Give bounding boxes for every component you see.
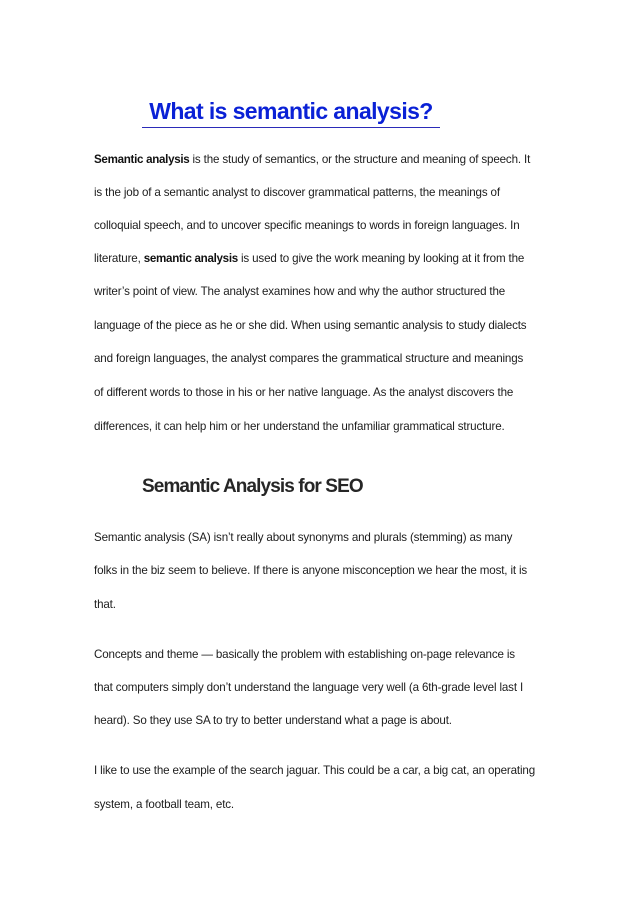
para2-line-2: folks in the biz seem to believe. If there is anyone misconception we hear the most, it is: [94, 564, 528, 577]
text-run: literature,: [94, 252, 144, 265]
para4-line-2: system, a football team, etc.: [94, 798, 234, 811]
para4-line-1: I like to use the example of the search jaguar. This could be a car, a big cat, an operating: [94, 764, 535, 777]
bold-term: semantic analysis: [143, 252, 238, 265]
text-run: is used to give the work meaning by looking at it from the: [237, 252, 525, 265]
para1-line-3: colloquial speech, and to uncover specific meanings to words in foreign languages. In: [94, 219, 520, 232]
heading-what-is-semantic-analysis: What is semantic analysis?: [142, 96, 440, 128]
para1-line-9: differences, it can help him or her understand the unfamiliar grammatical structure.: [94, 420, 505, 433]
para1-line-7: and foreign languages, the analyst compares the grammatical structure and meanings: [94, 352, 524, 365]
para1-line-5: writer’s point of view. The analyst examines how and why the author structured the: [94, 285, 506, 298]
para1-line-6: language of the piece as he or she did. When using semantic analysis to study dialects: [94, 319, 527, 332]
para1-line-1: [94, 152, 530, 168]
para3-line-1: Concepts and theme — basically the problem with establishing on-page relevance is: [94, 648, 515, 661]
para3-line-2: that computers simply don’t understand the language very well (a 6th-grade level last I: [94, 681, 524, 694]
heading-semantic-analysis-for-seo: Semantic Analysis for SEO: [142, 476, 363, 497]
text-run: is the study of semantics, or the structure and meaning of speech. It: [189, 153, 531, 166]
para1-line-2: is the job of a semantic analyst to discover grammatical patterns, the meanings of: [94, 186, 500, 199]
para3-line-3: heard). So they use SA to try to better understand what a page is about.: [94, 714, 452, 727]
para2-line-1: Semantic analysis (SA) isn’t really about synonyms and plurals (stemming) as many: [94, 531, 513, 544]
bold-term: Semantic analysis: [94, 153, 190, 166]
para2-line-3: that.: [94, 598, 116, 611]
para1-line-8: of different words to those in his or her native language. As the analyst discovers the: [94, 386, 514, 399]
para1-line-4: [94, 251, 524, 267]
